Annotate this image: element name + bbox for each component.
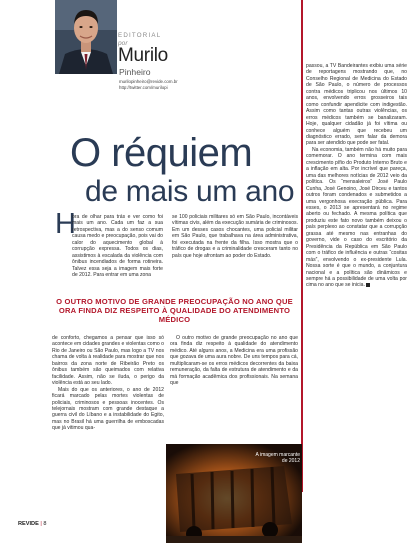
column2-paragraph-1: se 100 policiais militares só em São Paulo, incontáveis vítimas civis, além da execução sumária de criminosos. Em um desses casos chocantes, uma policial militar em São Paulo, que trabalhava na área administrativa, foi executada na frente da filha. Isso mostra que o tráfico de drogas e a criminalidade cresceram tanto no país que hoje afrontam ao poder do Estado.: [172, 214, 298, 259]
column2-top: [172, 214, 298, 259]
photo-caption: A imagem marcante de 2012: [255, 452, 300, 464]
magazine-name: REVIDE: [18, 521, 39, 527]
column1-paragraph-3: Mais do que os anteriores, o ano de 2012 ficará marcado pelas mortes violentas de policiais, criminosos e pessoas inocentes. Os telejornais mostram com grande destaque a guerra civil do Líbano e a instabilidade do Egito, mas no Brasil há uma guerrilha de emboscadas que já vitimou qua-: [52, 386, 164, 432]
author-last-name: Pinheiro: [119, 67, 151, 77]
section-label: EDITORIAL: [118, 32, 162, 39]
column3-paragraph-1: passou, a TV Bandeirantes exibiu uma série de reportagens mostrando que, no Conselho Regional de Medicina do Estado de São Paulo, o número de processos contra médicos triplicou nos últimos 10 anos, envolvendo erros grosseiros tais como confundir apendicite com indigestão. Assim como tantas outras violências, os erros médicos também se banalizaram. Hoje, qualquer cidadão já foi vítima ou conhece alguém que recebeu um diagnóstico errado, sem falar da demora para ser atendido que pode ser fatal.: [306, 63, 407, 147]
drop-cap: H: [55, 208, 76, 240]
column3: [306, 63, 407, 289]
article-title-line2: de mais um ano: [85, 175, 295, 208]
author-twitter[interactable]: http://twitter.com/murilopi: [119, 85, 168, 90]
column3-paragraph-2-text: Na economia, também não há muito para comemorar. O ano termina com mais crescimento pífio do Produto Interno Bruto e a inflação em alta. Por incrível que pareça, uma das melhores notícias de 2012 veio da política. Os “mensaleiros” José Paulo Cunha, José Genoino, José Dirceu e tantos outros foram condenados e submetidos a uma vergonhosa execração pública. Para esses, o 2013 se apresentará no regime aberto ou fechado. A mesma política que produziu este fato novo também deixou o país perplexo ao constatar que a corrupção grassa até mesmo nas entranhas do governo, vide o caso do escritório da Presidência da República em São Paulo com o tráfico de influência e outras “cositas más”, envolvendo o ex-presidente Lula. Nossa sorte é que o mundo, a conjuntura nacional e a política são dinâmicos e sempre há a possibilidade de uma volta por cima no ano que se inicia.: [306, 146, 407, 289]
column2-lower: [170, 335, 298, 387]
column2-paragraph-2: O outro motivo de grande preocupação no ano que ora finda diz respeito à qualidade do atendimento médico. Até alguns anos, a Medicina era uma profissão que gozava de uma aura nobre. De uns tempos para cá, multiplicaram-se os erros médicos decorrentes da baixa remuneração, da falta de estrutura de atendimento e da má formação acadêmica dos profissionais. Na semana que: [170, 335, 298, 387]
column1-paragraph-2: de conforto, chegamos a pensar que isso só acontece em cidades grandes e violentas como o Rio de Janeiro ou São Paulo, mas logo a TV nos chama de volta à realidade para mostrar que nos bairros da zona norte de Ribeirão Preto os ônibus também são queimados com relativa facilidade. Assim, não se iluda, o perigo da violência está ao seu lado.: [52, 335, 164, 387]
article-title-line1: O réquiem: [70, 131, 253, 175]
column1-lower: [52, 335, 164, 432]
footer-separator: |: [40, 521, 42, 527]
column-divider: [301, 0, 303, 492]
author-email[interactable]: murilopinheiro@revide.com.br: [119, 79, 178, 84]
byline-prefix: por: [118, 40, 128, 47]
page-footer: [18, 521, 47, 527]
page-number: 8: [43, 521, 47, 527]
end-mark-icon: [366, 283, 370, 287]
pull-quote: O OUTRO MOTIVO DE GRANDE PREOCUPAÇÃO NO ANO QUE ORA FINDA DIZ RESPEITO À QUALIDADE DO ATENDIMENTO MÉDICO: [56, 297, 293, 325]
column1-intro-wrap: [72, 214, 163, 279]
author-portrait: [55, 0, 117, 74]
author-first-name: Murilo: [118, 45, 168, 66]
column1-paragraph-1: ora de olhar para trás e ver como foi mais um ano. Cada um faz a sua retrospectiva, mas a do senso comum causa medo e preocupação, pois vai do calor do aquecimento global à corrupção expressa. Todos os dias, assistimos à escalada da violência com ônibus incendiados de forma rotineira. Talvez essa seja a imagem mais forte de 2012. Para entrar em uma zona: [72, 214, 163, 279]
column3-paragraph-2: [306, 147, 407, 289]
